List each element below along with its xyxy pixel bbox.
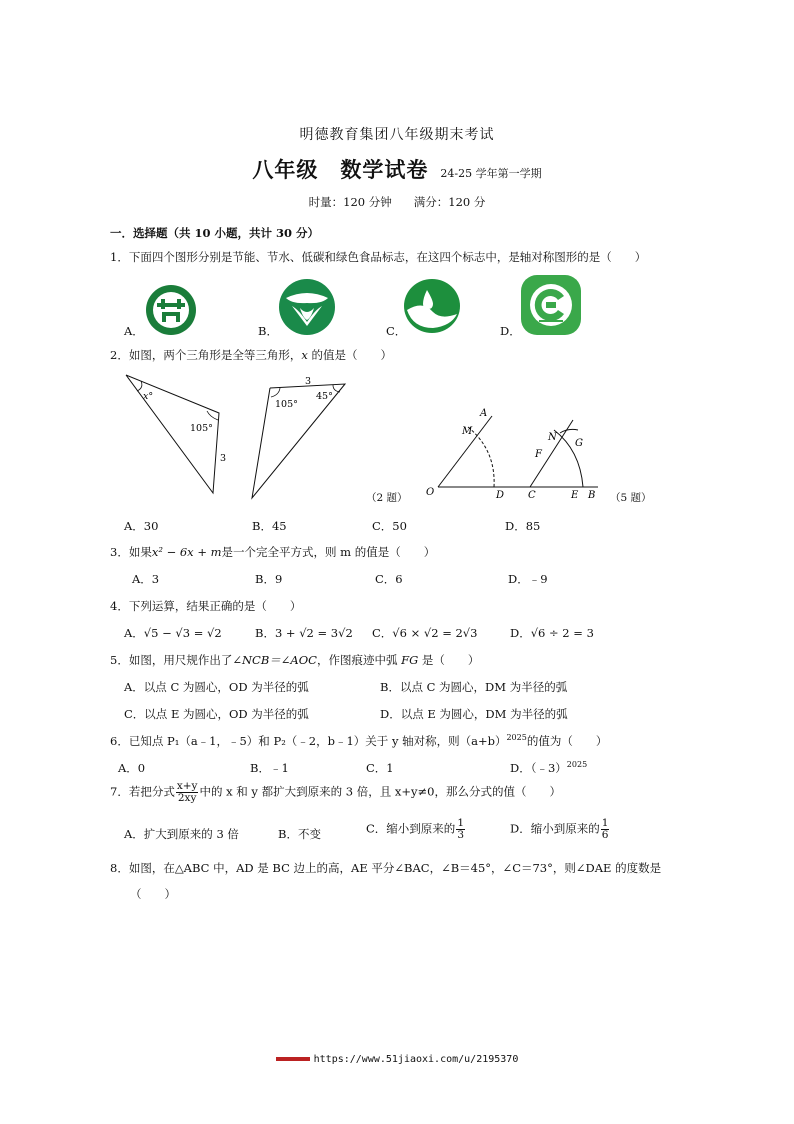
q8-answer-blank: （ ） xyxy=(130,887,176,901)
q4-option-d: D．√6 ÷ 2 = 3 xyxy=(510,626,594,640)
fig2-caption: （2 题） xyxy=(366,492,408,504)
q1-option-d-label: D． xyxy=(500,324,521,338)
q7-stem-post: 中的 x 和 y 都扩大到原来的 3 倍，且 x+y≠0，那么分式的值（ ） xyxy=(199,784,561,799)
q5-option-a: A．以点 C 为圆心，OD 为半径的弧 xyxy=(124,680,309,694)
q7-option-d-numerator: 1 xyxy=(601,817,609,829)
exam-school-title: 明德教育集团八年级期末考试 xyxy=(299,127,495,143)
q7-option-d xyxy=(510,818,610,841)
fig2-angle-105-right: 105° xyxy=(275,399,298,410)
question-4-stem: 4．下列运算，结果正确的是（ ） xyxy=(110,599,302,613)
grade-title: 八年级 xyxy=(252,157,319,182)
q7-option-d-denominator: 6 xyxy=(601,829,609,842)
q6-option-b: B．﹣1 xyxy=(250,761,289,775)
energy-saving-logo-icon xyxy=(145,284,197,336)
q3-option-b: B．9 xyxy=(255,572,283,586)
q3-stem-pre: 3．如果 xyxy=(110,545,152,559)
q7-option-d-text: D．缩小到原来的 xyxy=(510,821,600,836)
q2-option-a: A．30 xyxy=(124,519,159,533)
footer-url: https://www.51jiaoxi.com/u/2195370 xyxy=(313,1054,519,1065)
q7-option-c-numerator: 1 xyxy=(457,817,464,829)
fig5-point-g: G xyxy=(575,438,583,449)
q6-option-a: A．0 xyxy=(118,761,146,775)
time-score-row xyxy=(0,194,794,210)
q3-option-a: A．3 xyxy=(132,572,160,586)
q7-option-a: A．扩大到原来的 3 倍 xyxy=(124,827,239,841)
q7-option-b: B．不变 xyxy=(278,827,321,841)
question-6-stem xyxy=(110,733,607,749)
question-8-stem: 8．如图，在△ABC 中，AD 是 BC 边上的高，AE 平分∠BAC，∠B＝45°，∠C＝73°，则∠DAE 的度数是 xyxy=(110,861,662,875)
question-7-stem xyxy=(110,781,561,804)
fig2-side-3-left: 3 xyxy=(220,453,227,464)
q5-option-b: B．以点 C 为圆心，DM 为半径的弧 xyxy=(380,680,568,694)
footer-watermark xyxy=(0,1054,794,1065)
q5-arc-label: FG xyxy=(401,653,419,667)
q5-stem-post: 是（ ） xyxy=(418,653,480,667)
q5-stem-mid: ，作图痕迹中弧 xyxy=(316,653,402,667)
question-2-figure xyxy=(115,370,365,505)
q5-stem-pre: 5．如图，用尺规作出了 xyxy=(110,653,233,667)
green-food-logo-icon xyxy=(520,274,582,336)
fig5-point-o: O xyxy=(426,487,435,498)
low-carbon-logo-icon xyxy=(403,278,461,334)
fig5-point-n: N xyxy=(548,432,557,443)
q4-option-a: A．√5 − √3 = √2 xyxy=(124,626,222,640)
q7-option-c-fraction xyxy=(456,818,465,841)
score-label: 满分：120 分 xyxy=(413,195,486,209)
q5-angle-equation: ∠NCB＝∠AOC xyxy=(232,653,317,667)
question-5-stem xyxy=(110,652,479,668)
q6-stem-text: 6．已知点 P₁（a﹣1，﹣5）和 P₂（﹣2，b﹣1）关于 y 轴对称，则（a+b） xyxy=(110,734,507,748)
q2-variable: x xyxy=(301,348,308,362)
subject-title: 数学试卷 xyxy=(340,157,429,182)
q3-option-c: C．6 xyxy=(375,572,403,586)
q6-stem-tail: 的值为（ ） xyxy=(526,734,608,748)
water-saving-logo-icon xyxy=(278,278,336,336)
q7-fraction-denominator: 2xy xyxy=(177,792,197,805)
fig2-angle-x: x° xyxy=(143,391,154,402)
q2-option-c: C．50 xyxy=(372,519,407,533)
q2-option-b: B．45 xyxy=(252,519,287,533)
fig2-side-3-right: 3 xyxy=(305,376,312,387)
question-5-figure xyxy=(420,400,610,505)
q4-option-b: B．3 + √2 = 3√2 xyxy=(255,626,353,640)
q1-option-a-label: A． xyxy=(124,324,144,338)
fig2-angle-105-left: 105° xyxy=(190,423,213,434)
q3-option-d: D．﹣9 xyxy=(508,572,548,586)
q3-stem-post: 是一个完全平方式，则 m 的值是（ ） xyxy=(221,545,436,559)
q7-option-d-fraction xyxy=(601,818,610,841)
q7-fraction-numerator: x+y xyxy=(176,780,198,792)
fig5-point-b: B xyxy=(588,490,596,501)
q2-option-d: D．85 xyxy=(505,519,541,533)
q1-option-b-label: B． xyxy=(258,324,278,338)
q7-stem-pre: 7．若把分式 xyxy=(110,784,175,799)
fig2-angle-45: 45° xyxy=(316,391,333,402)
q6-option-d-exponent: 2025 xyxy=(566,760,588,770)
question-3-stem xyxy=(110,544,435,560)
q7-option-c-denominator: 3 xyxy=(457,829,464,842)
q1-option-c-label: C． xyxy=(386,324,407,338)
footer-logo-icon xyxy=(276,1057,310,1061)
fig5-point-a: A xyxy=(480,408,488,419)
fig5-point-c: C xyxy=(528,490,536,501)
fig5-point-f: F xyxy=(535,449,542,460)
q6-option-d-base: D．（﹣3） xyxy=(510,761,567,775)
q7-option-c xyxy=(366,818,466,841)
section-heading: 一．选择题（共 10 小题，共计 30 分） xyxy=(110,226,320,240)
q5-option-c: C．以点 E 为圆心，OD 为半径的弧 xyxy=(124,707,309,721)
question-1-stem: 1．下面四个图形分别是节能、节水、低碳和绿色食品标志，在这四个标志中，是轴对称图形的是（ ） xyxy=(110,250,647,264)
fig5-point-m: M xyxy=(462,426,473,437)
q6-exponent: 2025 xyxy=(506,733,527,743)
fig5-point-d: D xyxy=(496,490,505,501)
q7-option-c-text: C．缩小到原来的 xyxy=(366,821,456,836)
q5-option-d: D．以点 E 为圆心，DM 为半径的弧 xyxy=(380,707,568,721)
q2-stem-text: 2．如图，两个三角形是全等三角形， xyxy=(110,348,302,362)
time-label: 时量：120 分钟 xyxy=(308,195,392,209)
q6-option-d xyxy=(510,760,587,776)
exam-title-row xyxy=(0,154,794,184)
q7-fraction xyxy=(176,781,199,804)
fig5-point-e: E xyxy=(571,490,579,501)
q4-option-c: C．√6 × √2 = 2√3 xyxy=(372,626,478,640)
question-2-stem xyxy=(110,347,392,363)
q3-expression: x² − 6x + m xyxy=(151,545,222,559)
q6-option-c: C．1 xyxy=(366,761,394,775)
term-label: 24-25 学年第一学期 xyxy=(440,167,542,180)
q2-stem-tail: 的值是（ ） xyxy=(307,348,392,362)
fig5-caption: （5 题） xyxy=(610,492,652,504)
